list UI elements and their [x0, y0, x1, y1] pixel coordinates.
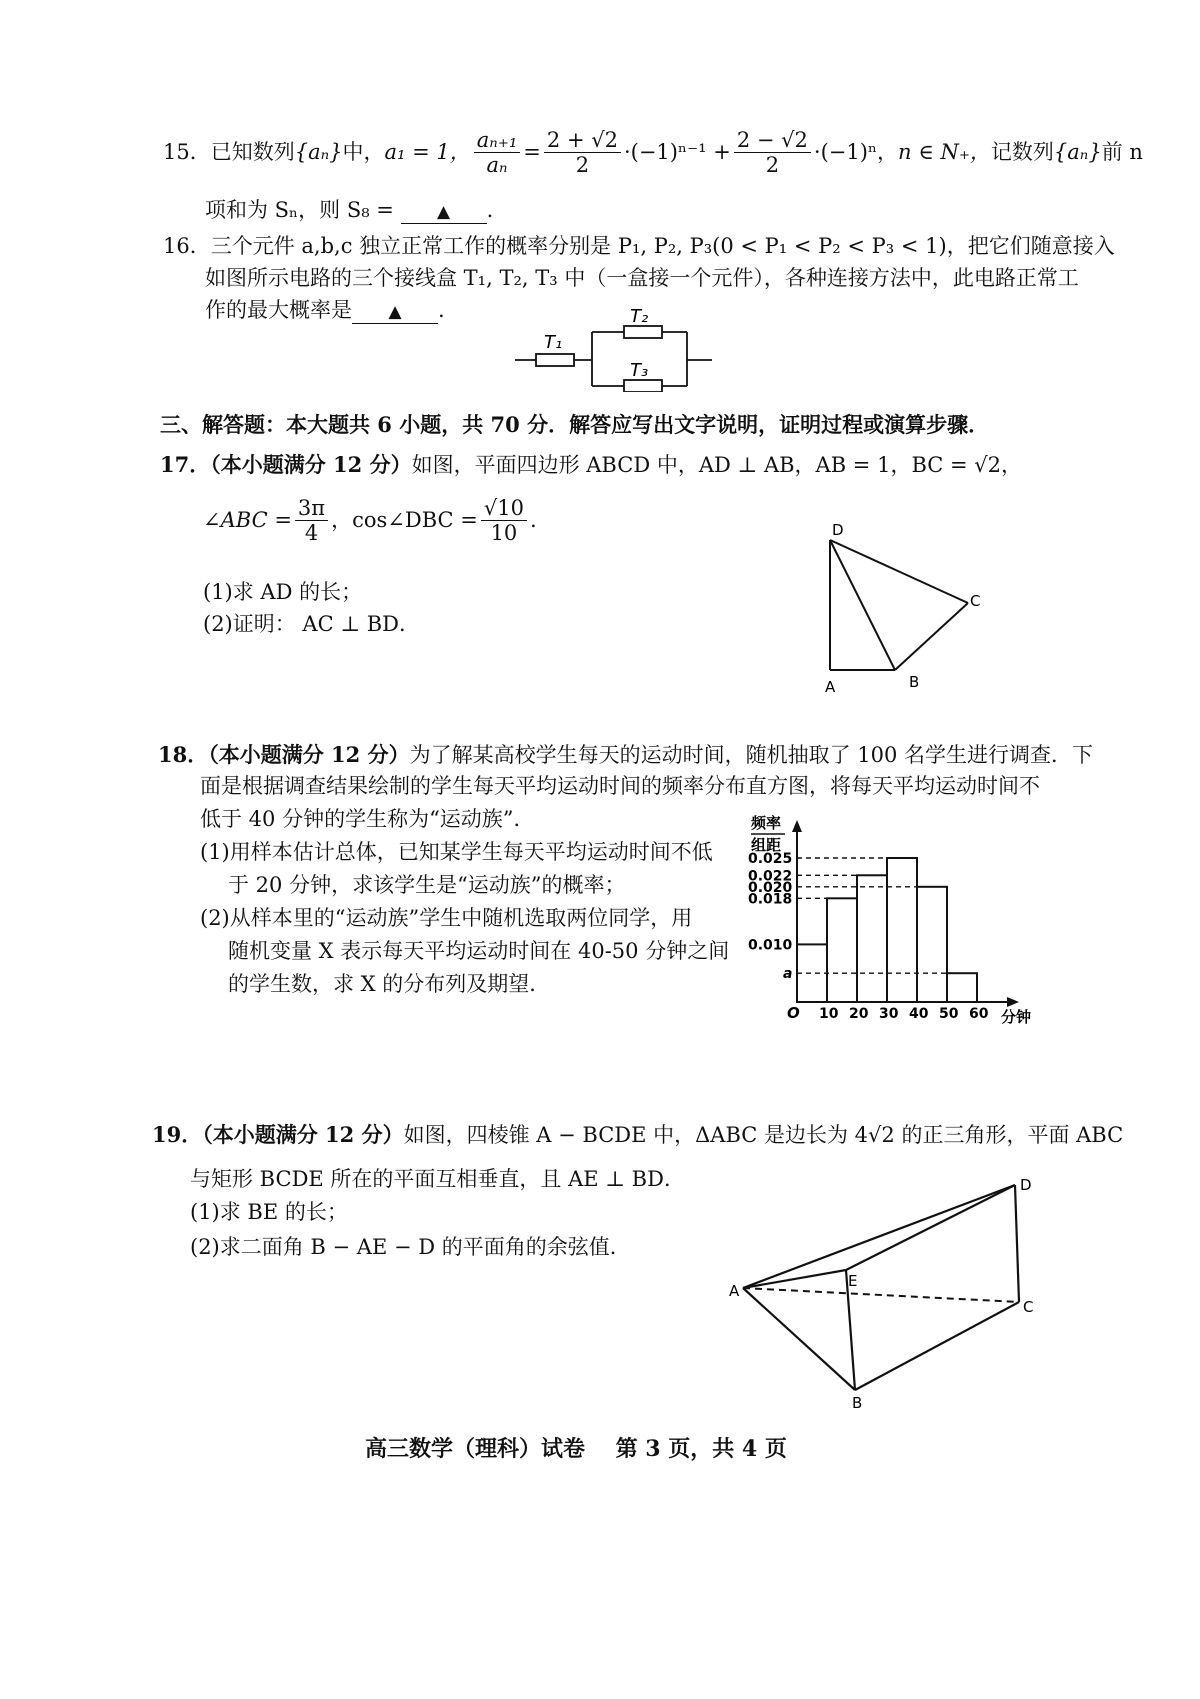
q19-figure — [725, 1170, 1045, 1410]
q18-part2b: 随机变量 X 表示每天平均运动时间在 40-50 分钟之间 — [228, 939, 730, 963]
histogram-bar-5 — [947, 973, 977, 1002]
edge-bc — [895, 603, 968, 670]
q19-line1 — [152, 1122, 1123, 1148]
circuit-box-t3 — [624, 380, 662, 392]
x-tick-label-4: 50 — [939, 1006, 959, 1022]
circuit-label-t2: T₂ — [630, 306, 649, 327]
q15-seq: {aₙ} — [294, 140, 343, 165]
q16-line1 — [163, 234, 1115, 259]
x-tick-label-1: 20 — [849, 1006, 869, 1022]
q15-eq: = — [523, 140, 541, 165]
q19-part1: (1)求 BE 的长； — [190, 1200, 348, 1224]
q16-text-3: 作的最大概率是 — [205, 298, 352, 322]
x-axis-arrow — [1007, 997, 1019, 1007]
edge-bc — [855, 1302, 1019, 1390]
q17-angle-den: 4 — [304, 521, 319, 546]
q16-text-1: 三个元件 a,b,c 独立正常工作的概率分别是 P₁, P₂, P₃(0 < P₁ < P₂ < P₃ < 1)，把它们随意接入 — [210, 234, 1115, 258]
x-tick-label-5: 60 — [969, 1006, 989, 1022]
x-tick-label-2: 30 — [879, 1006, 899, 1022]
y-tick-label-3: 0.018 — [748, 891, 793, 908]
q18-line1 — [158, 742, 1093, 768]
section3-title: 三、解答题：本大题共 6 小题，共 70 分．解答应写出文字说明，证明过程或演算步骤． — [160, 412, 990, 437]
x-tick-label-0: 10 — [819, 1006, 839, 1022]
label-b: B — [852, 1394, 863, 1410]
y-tick-label-5: a — [783, 966, 793, 983]
q15-frac1-num: 2 + √2 — [544, 128, 621, 153]
edge-dc — [1015, 1185, 1019, 1302]
histogram-bar-3 — [887, 858, 917, 1002]
y-tick-label-2: 0.020 — [748, 879, 793, 896]
q19-part2: (2)求二面角 B − AE − D 的平面角的余弦值． — [190, 1235, 631, 1259]
q16-answer-mark: ▲ — [388, 302, 402, 322]
q17-angle-num: 3π — [295, 496, 328, 521]
y-axis-arrow — [792, 820, 802, 832]
edge-ac-hidden — [743, 1288, 1019, 1302]
x-axis-label: 分钟 — [1001, 1008, 1032, 1026]
q15-pow1: ·(−1)ⁿ⁻¹ + — [623, 140, 731, 165]
label-c: C — [970, 592, 981, 610]
q15-line2 — [205, 198, 493, 224]
q15-seq2: {aₙ} — [1053, 140, 1102, 165]
q15-frac2-num: 2 − √2 — [734, 128, 811, 153]
q15-line2-text: 项和为 Sₙ，则 S₈ = — [205, 198, 394, 222]
q19-score: （本小题满分 12 分） — [202, 1122, 404, 1147]
q15-frac2 — [734, 128, 811, 177]
label-a: A — [729, 1282, 740, 1300]
q18-score: （本小题满分 12 分） — [208, 742, 410, 767]
q17-line1 — [160, 452, 1022, 478]
q15-answer-mark: ▲ — [437, 202, 451, 222]
label-b: B — [909, 673, 920, 691]
circuit-box-t1 — [536, 354, 574, 366]
q16-line3 — [205, 298, 445, 324]
q15-line1 — [163, 128, 1143, 177]
q17-text-1: 如图，平面四边形 ABCD 中，AD ⊥ AB，AB = 1，BC = √2， — [411, 453, 1023, 477]
origin-label: O — [787, 1004, 800, 1022]
circuit-box-t2 — [624, 326, 662, 338]
q17-part1: (1)求 AD 的长； — [203, 580, 363, 604]
edge-ae — [743, 1270, 846, 1288]
q15-text-1: 已知数列 — [210, 140, 295, 165]
q15-frac1-den: 2 — [575, 153, 590, 178]
histogram-chart — [745, 802, 1055, 1032]
label-c: C — [1023, 1298, 1034, 1316]
q16-line2 — [205, 266, 1079, 291]
y-tick-label-1: 0.022 — [748, 868, 793, 885]
q15-answer-blank — [401, 198, 487, 224]
q15-frac2-den: 2 — [765, 153, 780, 178]
q18-part2c: 的学生数，求 X 的分布列及期望． — [228, 972, 551, 996]
page-footer: 高三数学（理科）试卷 第 3 页，共 4 页 — [365, 1436, 787, 1462]
q15-line2-end: . — [486, 198, 494, 222]
q17-score: （本小题满分 12 分） — [210, 452, 412, 477]
circuit-label-t1: T₁ — [544, 332, 563, 353]
q17-cos-end: . — [529, 508, 537, 533]
q17-angle-pre: ∠ABC = — [203, 508, 292, 533]
q16-answer-blank — [352, 298, 438, 324]
q15-pow2: ·(−1)ⁿ， — [813, 140, 899, 165]
q19-line2: 与矩形 BCDE 所在的平面互相垂直，且 AE ⊥ BD． — [190, 1167, 685, 1191]
q17-cos-frac — [481, 496, 527, 545]
q15-text-2: 中， — [342, 140, 385, 165]
label-a: A — [825, 678, 836, 696]
q15-a1: a₁ = 1， — [384, 140, 471, 165]
q18-number: 18． — [158, 742, 209, 767]
q15-number: 15． — [163, 140, 211, 165]
x-tick-label-3: 40 — [909, 1006, 929, 1022]
q18-line3: 低于 40 分钟的学生称为“运动族”． — [200, 807, 535, 831]
histogram-bar-1 — [827, 898, 857, 1002]
q17-cos-pre: ，cos∠DBC = — [331, 508, 478, 533]
q17-cos-num: √10 — [481, 496, 527, 521]
q15-ratio-num: aₙ₊₁ — [474, 128, 521, 153]
q15-text-3: 记数列 — [990, 140, 1054, 165]
y-axis-label-bottom: 组距 — [751, 836, 782, 854]
q15-ratio — [474, 128, 521, 177]
q16-circuit-diagram — [512, 302, 717, 392]
q17-number: 17． — [160, 452, 211, 477]
q16-text-2: 如图所示电路的三个接线盒 T₁, T₂, T₃ 中（一盒接一个元件），各种连接方法中，此电路正常工 — [205, 266, 1079, 290]
q15-frac1 — [544, 128, 621, 177]
q18-part2a: (2)从样本里的“运动族”学生中随机选取两位同学，用 — [200, 906, 693, 930]
histogram-bar-4 — [917, 887, 947, 1002]
q18-part1b: 于 20 分钟，求该学生是“运动族”的概率； — [228, 873, 626, 897]
y-tick-label-0: 0.025 — [748, 851, 793, 867]
q16-line3-end: . — [438, 298, 445, 322]
q17-part2: (2)证明： AC ⊥ BD． — [203, 612, 421, 636]
y-tick-label-4: 0.010 — [748, 937, 793, 954]
q17-line2 — [203, 496, 537, 545]
edge-cd — [830, 540, 968, 603]
label-e: E — [848, 1272, 858, 1290]
edge-db — [830, 540, 895, 670]
q15-text-4: 前 n — [1101, 140, 1143, 165]
q16-number: 16． — [163, 234, 211, 258]
histogram-bar-2 — [857, 875, 887, 1002]
edge-ab — [743, 1288, 855, 1390]
edge-ad — [743, 1185, 1015, 1288]
label-d: D — [832, 521, 844, 539]
edge-ed — [846, 1185, 1015, 1270]
q17-cos-den: 10 — [490, 521, 518, 546]
q18-text-1: 为了解某高校学生每天的运动时间，随机抽取了 100 名学生进行调查．下 — [409, 743, 1094, 767]
circuit-label-t3: T₃ — [630, 360, 649, 381]
q18-part1a: (1)用样本估计总体，已知某学生每天平均运动时间不低 — [200, 840, 713, 864]
q17-angle-frac — [295, 496, 328, 545]
q15-n-in: n ∈ N₊， — [898, 140, 991, 165]
q18-line2: 面是根据调查结果绘制的学生每天平均运动时间的频率分布直方图，将每天平均运动时间不 — [200, 774, 1040, 798]
q17-figure — [815, 515, 995, 700]
label-d: D — [1020, 1176, 1032, 1194]
q19-number: 19． — [152, 1122, 203, 1147]
q15-ratio-den: aₙ — [486, 153, 508, 178]
y-axis-label-top: 频率 — [751, 814, 782, 832]
q19-text-1: 如图，四棱锥 A − BCDE 中，ΔABC 是边长为 4√2 的正三角形，平面 ABC — [403, 1123, 1124, 1147]
